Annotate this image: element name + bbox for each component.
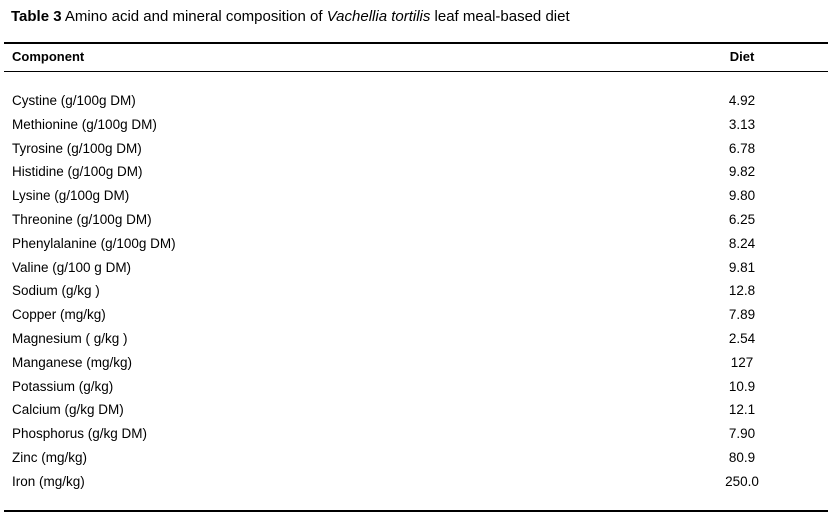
- table-row: [0, 470, 830, 494]
- table-row: [0, 327, 830, 351]
- component-cell: Zinc (mg/kg): [12, 449, 88, 465]
- table-row: [0, 232, 830, 256]
- component-cell: Manganese (mg/kg): [12, 354, 133, 370]
- component-cell: Phosphorus (g/kg DM): [12, 426, 148, 442]
- diet-cell: 7.90: [728, 426, 756, 442]
- caption-text-before: Amino acid and mineral composition of: [61, 8, 327, 25]
- table-header-rule: [4, 71, 828, 72]
- caption-species: Vachellia tortilis: [326, 8, 431, 25]
- table-caption: [11, 7, 570, 27]
- table-bottom-rule: [4, 510, 828, 512]
- header-diet: Diet: [729, 49, 755, 64]
- component-cell: Valine (g/100 g DM): [12, 259, 132, 275]
- diet-cell: 6.78: [728, 140, 756, 156]
- table-body: [0, 89, 830, 494]
- component-cell: Threonine (g/100g DM): [12, 211, 152, 227]
- table-row: [0, 256, 830, 280]
- diet-cell: 127: [730, 354, 754, 370]
- diet-cell: 6.25: [728, 211, 756, 227]
- table-row: [0, 137, 830, 161]
- caption-text-after: leaf meal-based diet: [430, 8, 570, 25]
- component-cell: Lysine (g/100g DM): [12, 188, 130, 204]
- diet-cell: 9.80: [728, 188, 756, 204]
- component-cell: Tyrosine (g/100g DM): [12, 140, 142, 156]
- diet-cell: 3.13: [728, 116, 756, 132]
- table-row: [0, 184, 830, 208]
- component-cell: Methionine (g/100g DM): [12, 116, 157, 132]
- table-header-row: [0, 47, 830, 67]
- diet-cell: 7.89: [728, 307, 756, 323]
- component-cell: Magnesium ( g/kg ): [12, 330, 128, 346]
- table-row: [0, 113, 830, 137]
- component-cell: Iron (mg/kg): [12, 473, 85, 489]
- table-row: [0, 446, 830, 470]
- table-row: [0, 208, 830, 232]
- component-cell: Histidine (g/100g DM): [12, 164, 143, 180]
- component-cell: Copper (mg/kg): [12, 307, 106, 323]
- table-row: [0, 303, 830, 327]
- diet-cell: 9.81: [728, 259, 756, 275]
- header-component: Component: [12, 49, 85, 64]
- diet-cell: 80.9: [728, 449, 756, 465]
- diet-cell: 2.54: [728, 330, 756, 346]
- component-cell: Cystine (g/100g DM): [12, 93, 136, 108]
- table-row: [0, 89, 830, 113]
- component-cell: Calcium (g/kg DM): [12, 402, 124, 418]
- table-row: [0, 375, 830, 399]
- diet-cell: 12.1: [728, 402, 756, 418]
- table-top-rule: [4, 42, 828, 44]
- table-row: [0, 398, 830, 422]
- diet-cell: 250.0: [725, 473, 759, 489]
- table-row: [0, 422, 830, 446]
- table-row: [0, 160, 830, 184]
- diet-cell: 10.9: [728, 378, 756, 394]
- table-row: [0, 351, 830, 375]
- table-row: [0, 279, 830, 303]
- component-cell: Phenylalanine (g/100g DM): [12, 235, 176, 251]
- diet-cell: 12.8: [728, 283, 756, 299]
- table-number: Table 3: [11, 8, 62, 25]
- component-cell: Sodium (g/kg ): [12, 283, 100, 299]
- diet-cell: 8.24: [728, 235, 756, 251]
- component-cell: Potassium (g/kg): [12, 378, 114, 394]
- diet-cell: 9.82: [728, 164, 756, 180]
- diet-cell: 4.92: [728, 93, 756, 108]
